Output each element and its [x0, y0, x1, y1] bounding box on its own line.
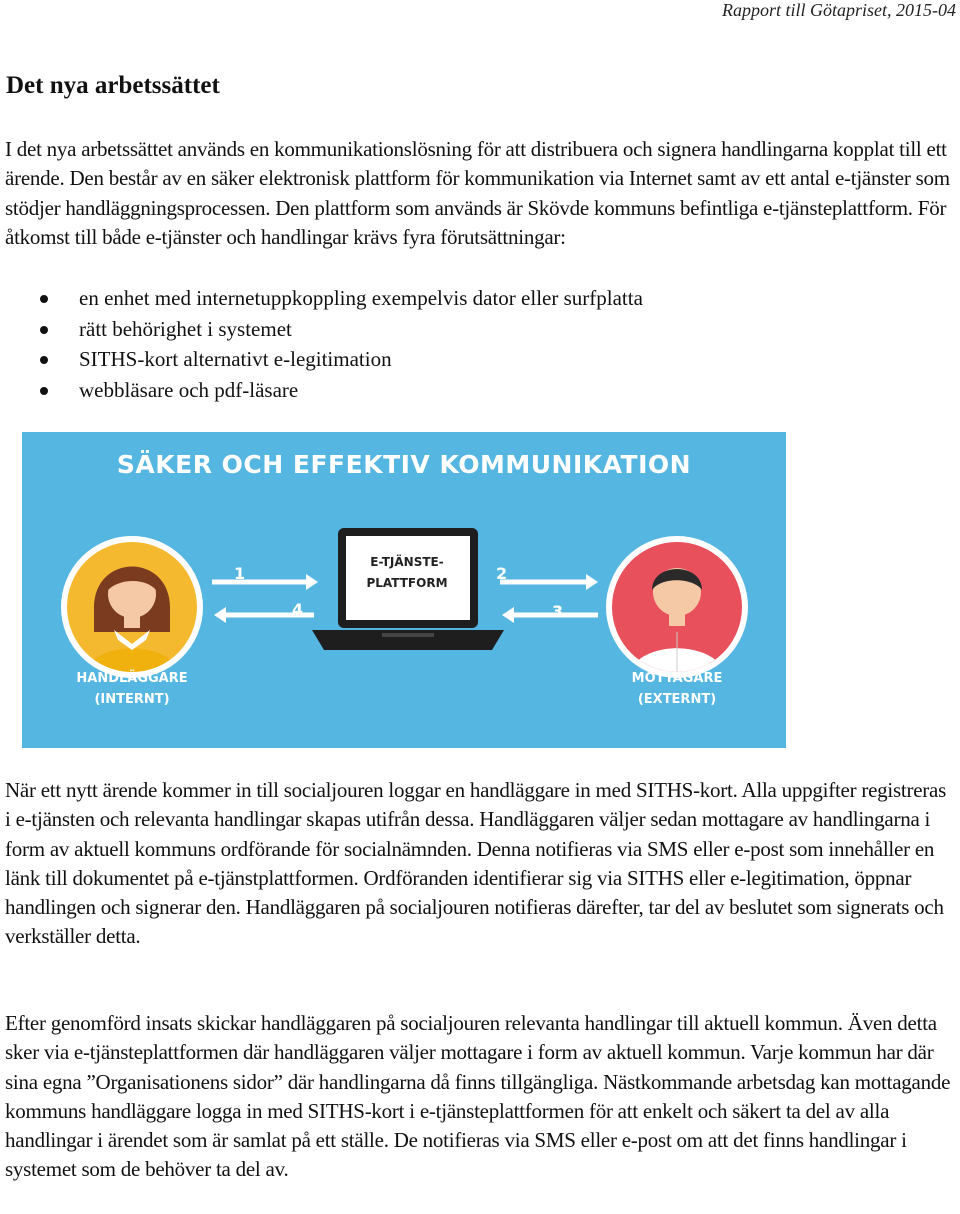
bullet-icon — [40, 295, 48, 303]
page-header: Rapport till Götapriset, 2015-04 — [722, 0, 956, 20]
requirements-list — [40, 283, 643, 405]
bullet-icon — [40, 356, 48, 364]
list-item — [40, 314, 643, 345]
case-officer-icon — [64, 539, 200, 682]
case-officer-label-line1: HANDLÄGGARE — [76, 671, 188, 686]
recipient-label — [607, 668, 747, 710]
platform-label — [352, 552, 462, 594]
bullet-icon — [40, 326, 48, 334]
list-item-text: webbläsare och pdf-läsare — [79, 377, 299, 402]
intro-paragraph: I det nya arbetssättet används en kommunikationslösning för att distribuera och signera handlingarna kopplat till ett ärende. Den består av en säker elektronisk plattform för kommunikation via Internet samt av ett antal e-tjänster som stödjer handläggningsprocessen. Den plattform som används är Skövde kommuns befintliga e-tjänsteplattform. För åtkomst till både e-tjänster och handlingar krävs fyra förutsättningar: — [5, 137, 950, 249]
communication-illustration — [22, 432, 786, 748]
list-item-text: en enhet med internetuppkoppling exempelvis dator eller surfplatta — [79, 286, 643, 310]
list-item — [40, 283, 643, 314]
case-officer-label-line2: (INTERNT) — [94, 692, 170, 707]
recipient-icon — [609, 539, 745, 682]
list-item-text: SITHS-kort alternativt e-legitimation — [79, 347, 392, 371]
platform-label-line1: E-TJÄNSTE- — [370, 555, 444, 569]
step-number: 3 — [552, 602, 564, 621]
platform-label-line2: PLATTFORM — [366, 576, 448, 590]
process-paragraph: När ett nytt ärende kommer in till socialjouren loggar en handläggare in med SITHS-kort. Alla uppgifter registreras i e-tjänsten och relevanta handlingar skapas utifrån dessa. Handläggaren väljer sedan mottagare av handlingarna i form av aktuell kommuns ordförande för socialnämnden. Denna notifieras via SMS eller e-post som innehåller en länk till dokumentet på e-tjänstplattformen. Ordföranden identifierar sig via SITHS eller e-legitimation, öppnar handlingen och signerar den. Handläggaren på socialjouren notifieras därefter, tar del av beslutet som signerats och verkställer detta. — [5, 778, 947, 949]
recipient-label-line1: MOTTAGARE — [631, 671, 723, 686]
step-number: 4 — [292, 600, 304, 619]
step-number: 2 — [496, 564, 508, 583]
step-number: 1 — [234, 564, 246, 583]
case-officer-label — [62, 668, 202, 710]
section-title: Det nya arbetssättet — [6, 72, 220, 99]
figure-title: SÄKER OCH EFFEKTIV KOMMUNIKATION — [116, 450, 692, 479]
list-item — [40, 375, 643, 406]
list-item-text: rätt behörighet i systemet — [79, 316, 292, 341]
list-item — [40, 344, 643, 375]
recipient-label-line2: (EXTERNT) — [637, 692, 717, 707]
followup-paragraph: Efter genomförd insats skickar handläggaren på socialjouren relevanta handlingar till aktuell kommun. Även detta sker via e-tjänsteplattformen där handläggaren väljer mottagare i form av aktuell kommun. Varje kommun har där sina egna ”Organisationens sidor” där handlingarna då finns tillgängliga. Nästkommande arbetsdag kan mottagande kommuns handläggare logga in med SITHS-kort i e-tjänsteplattformen för att enkelt och säkert ta del av alla handlingar i ärendet som är samlat på ett ställe. De notifieras via SMS eller e-post om att det finns handlingar i systemet som de behöver ta del av. — [5, 1011, 951, 1182]
bullet-icon — [40, 387, 48, 395]
